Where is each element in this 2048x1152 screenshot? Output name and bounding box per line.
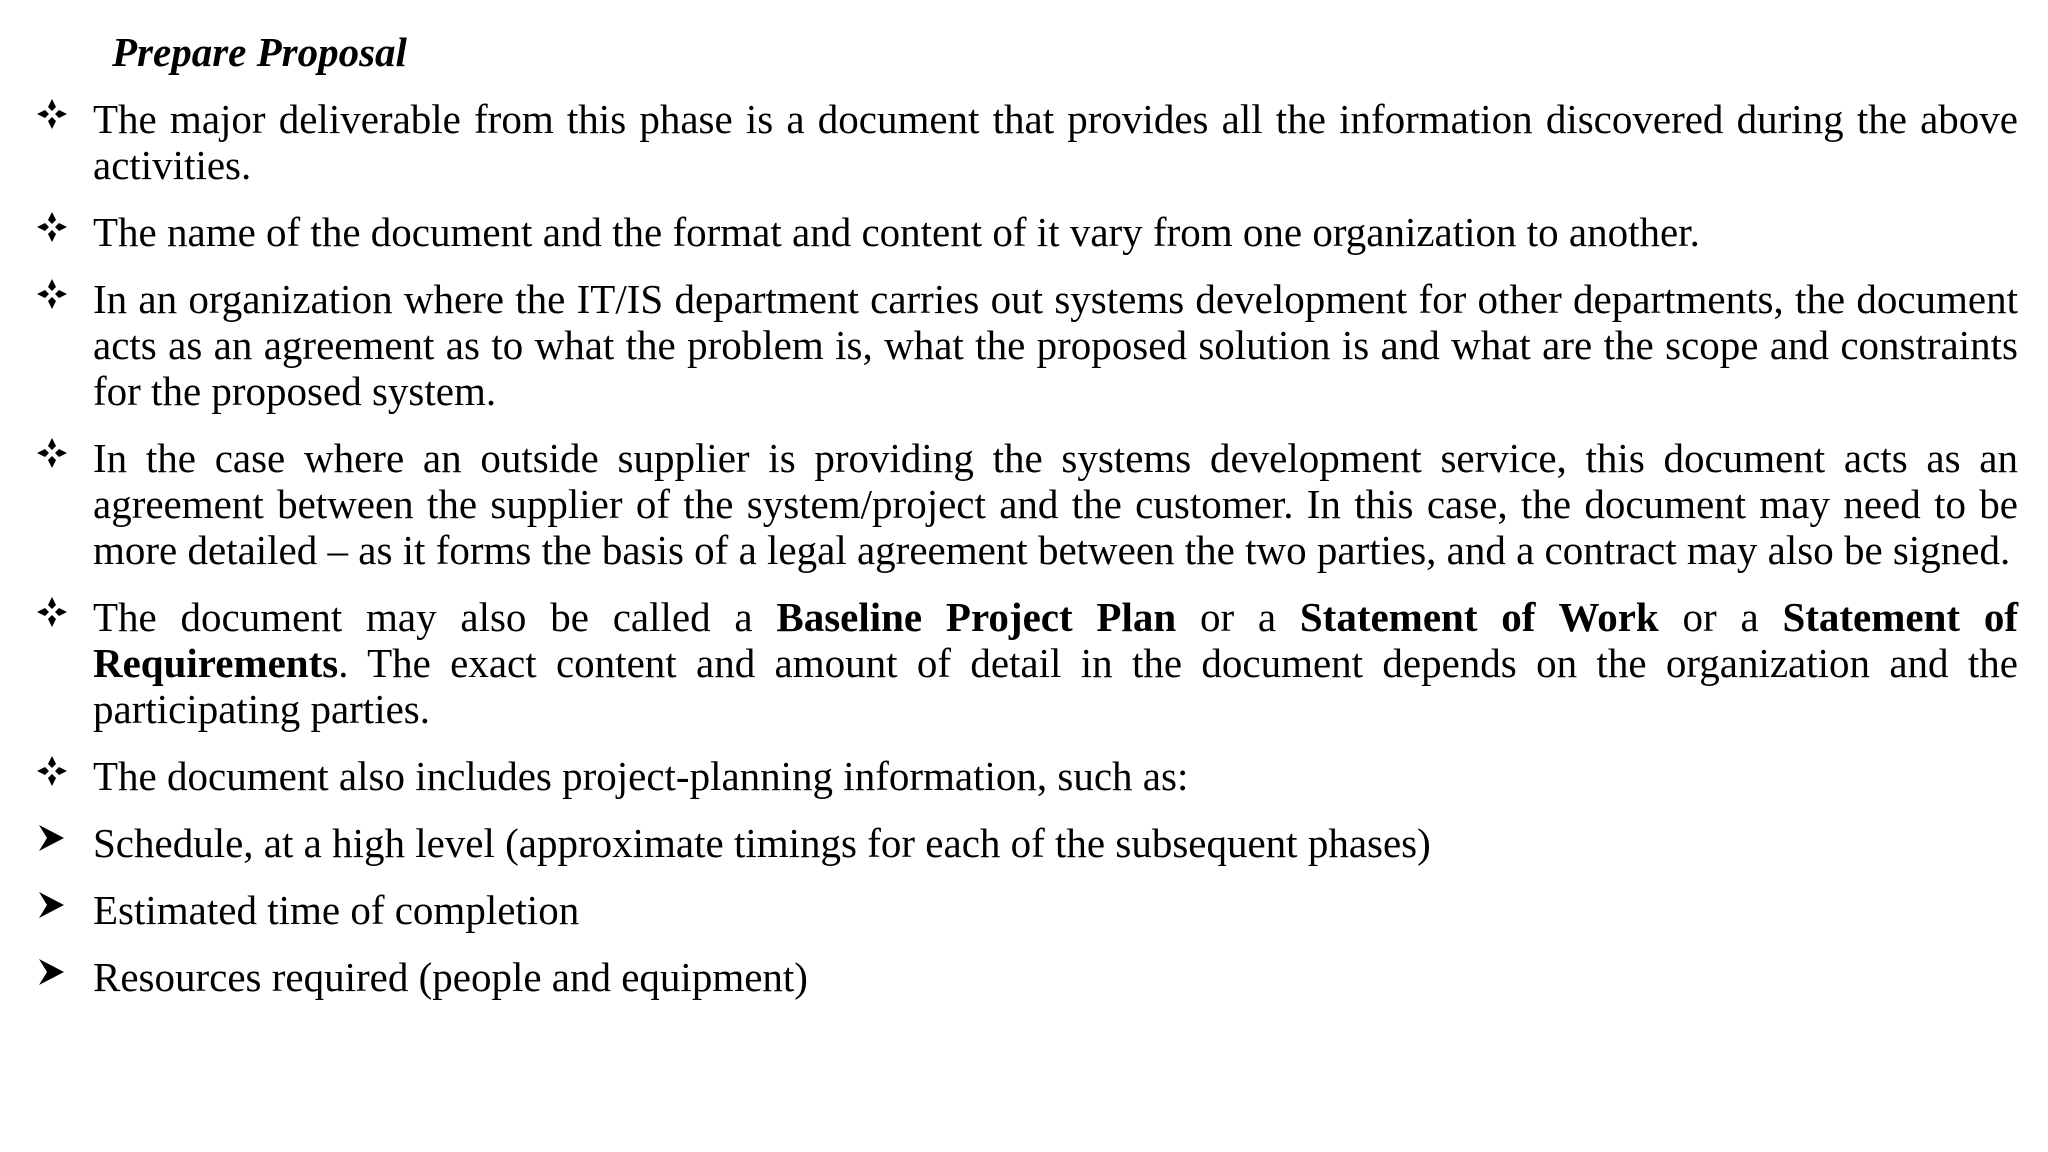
list-item [36, 887, 2018, 933]
list-item [36, 276, 2018, 414]
bullet-list [36, 96, 2018, 1021]
list-item-text: In the case where an outside supplier is providing the systems development service, this document acts as an agreement between the supplier of the system/project and the customer. In this case, the document may need to be more detailed – as it forms the basis of a legal agreement between the two parties, and a contract may also be signed. [93, 435, 2018, 573]
list-item-text: Resources required (people and equipment) [93, 954, 808, 1000]
list-item [36, 753, 2018, 799]
diamond-bullet-icon [36, 753, 74, 799]
list-item-text: The name of the document and the format and content of it vary from one organization to another. [93, 209, 1700, 255]
page-title: Prepare Proposal [112, 29, 407, 75]
diamond-bullet-icon [36, 96, 74, 142]
text-run: or a [1176, 594, 1300, 640]
text-run: . The exact content and amount of detail in the document depends on the organization and the participating parties. [93, 640, 2018, 732]
diamond-bullet-icon [36, 209, 74, 255]
diamond-bullet-icon [36, 435, 74, 481]
list-item [36, 209, 2018, 255]
list-item [36, 96, 2018, 188]
term-statement-of-requirements: Statement of Requirements [93, 594, 2018, 686]
list-item [36, 954, 2018, 1000]
diamond-bullet-icon [36, 594, 74, 640]
list-item-text: Schedule, at a high level (approximate timings for each of the subsequent phases) [93, 820, 1431, 866]
term-statement-of-work: Statement of Work [1299, 594, 1659, 640]
list-item [36, 435, 2018, 573]
list-item-text: The major deliverable from this phase is a document that provides all the information discovered during the above activities. [93, 96, 2018, 188]
list-item-text: Estimated time of completion [93, 887, 580, 933]
diamond-bullet-icon [36, 276, 74, 322]
text-run: or a [1658, 594, 1783, 640]
term-baseline-project-plan: Baseline Project Plan [776, 594, 1177, 640]
arrowhead-bullet-icon [36, 820, 74, 866]
list-item-text: In an organization where the IT/IS department carries out systems development for other departments, the document acts as an agreement as to what the problem is, what the proposed solution is and what are the scope and constraints for the proposed system. [93, 276, 2018, 414]
text-run: The document may also be called a [93, 594, 777, 640]
list-item-text: The document also includes project-planning information, such as: [93, 753, 1189, 799]
list-item-text [93, 594, 2018, 732]
list-item [36, 820, 2018, 866]
arrowhead-bullet-icon [36, 954, 74, 1000]
list-item [36, 594, 2018, 732]
arrowhead-bullet-icon [36, 887, 74, 933]
